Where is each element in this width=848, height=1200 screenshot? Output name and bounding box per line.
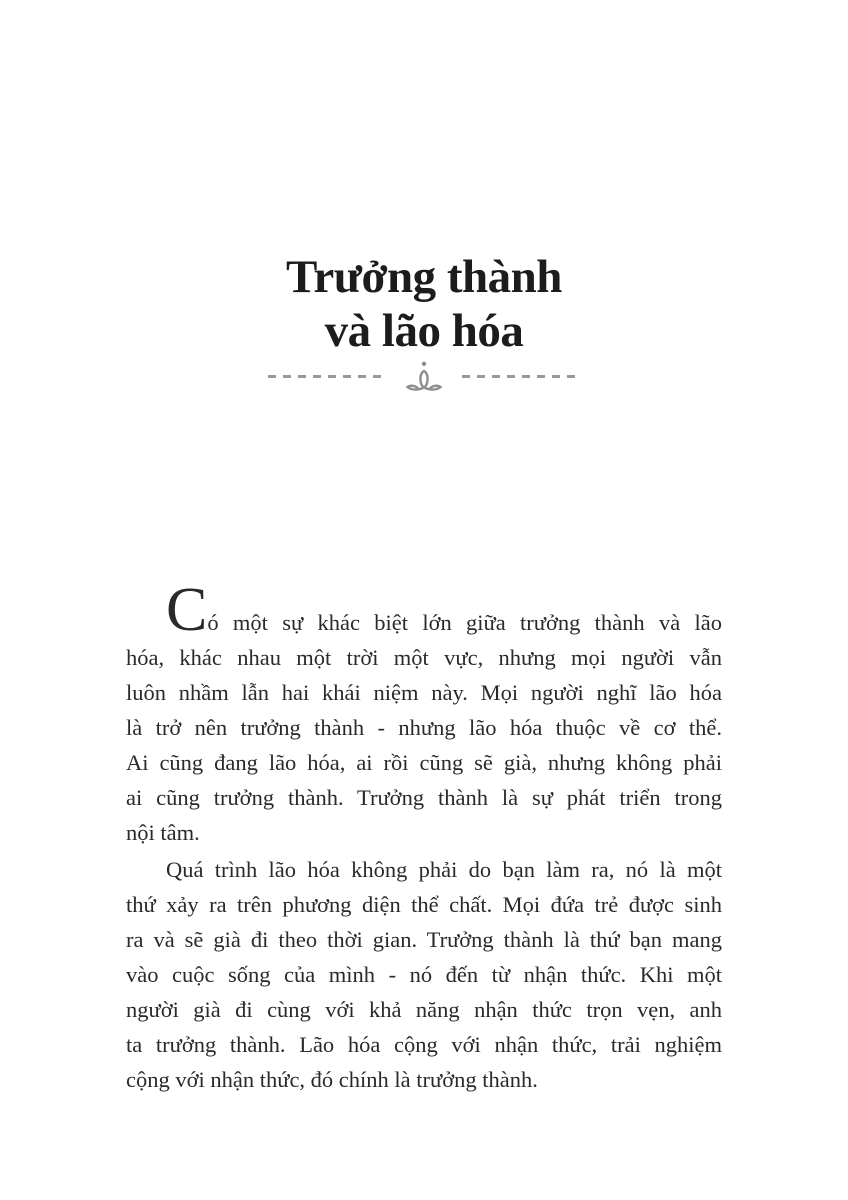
text-line-rest: ó một sự khác biệt lớn giữa trưởng thành và lão (207, 610, 722, 635)
drop-cap: C (166, 576, 208, 644)
paragraph-1 (126, 576, 722, 850)
text-line: thứ xảy ra trên phương diện thể chất. Mọi đứa trẻ được sinh (126, 892, 722, 917)
text-line: luôn nhầm lẫn hai khái niệm này. Mọi người nghĩ lão hóa (126, 680, 722, 705)
divider-dash-right (462, 375, 580, 378)
text-line: nội tâm. (126, 820, 200, 845)
text-line: người già đi cùng với khả năng nhận thức trọn vẹn, anh (126, 997, 722, 1022)
chapter-title (0, 250, 848, 358)
text-line: vào cuộc sống của mình - nó đến từ nhận thức. Khi một (126, 962, 722, 987)
text-line: ai cũng trưởng thành. Trưởng thành là sự phát triển trong (126, 785, 722, 810)
divider-dash-left (268, 375, 386, 378)
paragraph-2 (126, 852, 722, 1097)
title-divider (268, 358, 580, 394)
text-line: Quá trình lão hóa không phải do bạn làm ra, nó là một (166, 857, 722, 882)
text-line: Ai cũng đang lão hóa, ai rồi cũng sẽ già, nhưng không phải (126, 750, 722, 775)
text-line: ta trưởng thành. Lão hóa cộng với nhận thức, trải nghiệm (126, 1032, 722, 1057)
fleuron-ornament-icon (402, 360, 446, 392)
body-text (126, 576, 722, 1097)
text-line: là trở nên trưởng thành - nhưng lão hóa thuộc về cơ thể. (126, 715, 722, 740)
chapter-title-line-1: Trưởng thành (286, 251, 562, 303)
text-line (126, 576, 722, 644)
chapter-title-line-2: và lão hóa (324, 305, 524, 357)
text-line: hóa, khác nhau một trời một vực, nhưng mọi người vẫn (126, 645, 722, 670)
text-line: ra và sẽ già đi theo thời gian. Trưởng thành là thứ bạn mang (126, 927, 722, 952)
text-line: cộng với nhận thức, đó chính là trưởng thành. (126, 1067, 538, 1092)
